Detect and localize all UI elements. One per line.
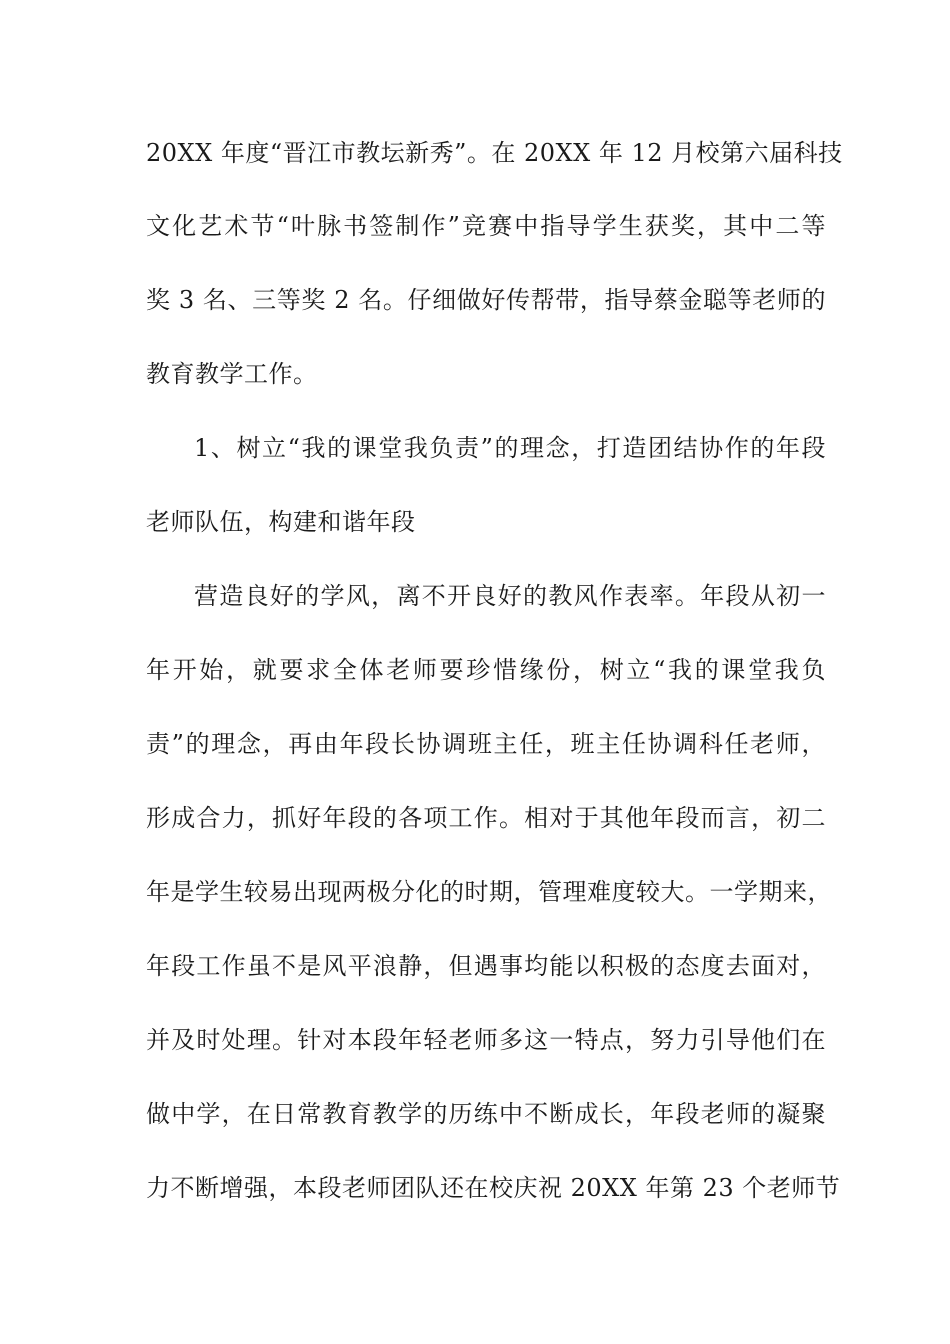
text-line-11: 年是学生较易出现两极分化的时期，管理难度较大。一学期来， — [146, 878, 832, 906]
section-heading-line-1: 1、树立“我的课堂我负责”的理念，打造团结协作的年段 — [194, 434, 826, 462]
text-line-1: 20XX 年度“晋江市教坛新秀”。在 20XX 年 12 月校第六届科技 — [146, 139, 843, 167]
text-line-14: 做中学，在日常教育教学的历练中不断成长，年段老师的凝聚 — [146, 1100, 826, 1128]
text-line-2: 文化艺术节“叶脉书签制作”竞赛中指导学生获奖，其中二等 — [146, 212, 826, 240]
text-line-3: 奖 3 名、三等奖 2 名。仔细做好传帮带，指导蔡金聪等老师的 — [146, 286, 826, 314]
text-line-4: 教育教学工作。 — [146, 360, 318, 388]
text-line-13: 并及时处理。针对本段年轻老师多这一特点，努力引导他们在 — [146, 1026, 826, 1054]
text-line-7: 营造良好的学风，离不开良好的教风作表率。年段从初一 — [194, 582, 826, 610]
text-line-12: 年段工作虽不是风平浪静，但遇事均能以积极的态度去面对， — [146, 952, 826, 980]
text-line-8: 年开始，就要求全体老师要珍惜缘份，树立“我的课堂我负 — [146, 656, 826, 684]
section-heading-line-2: 老师队伍，构建和谐年段 — [146, 508, 416, 536]
text-line-9: 责”的理念，再由年段长协调班主任，班主任协调科任老师， — [146, 730, 826, 758]
text-line-10: 形成合力，抓好年段的各项工作。相对于其他年段而言，初二 — [146, 804, 826, 832]
text-line-15: 力不断增强，本段老师团队还在校庆祝 20XX 年第 23 个老师节 — [146, 1174, 841, 1202]
